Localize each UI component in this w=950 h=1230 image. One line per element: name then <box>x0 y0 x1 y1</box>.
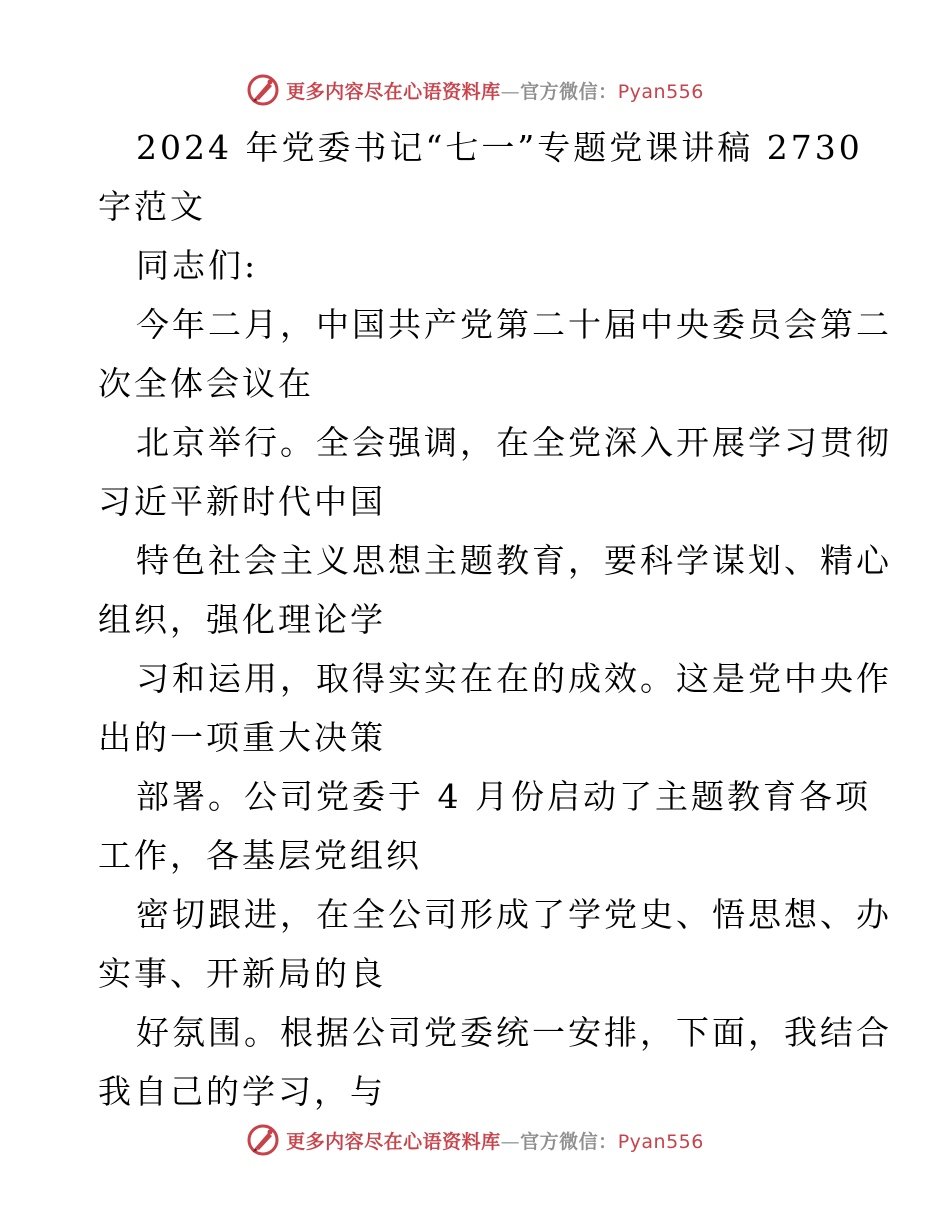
header-dash: — <box>500 80 521 103</box>
paragraph-line: 北京举行。全会强调，在全党深入开展学习贯彻 <box>136 423 892 462</box>
paragraph-line: 部署。公司党委于 4 月份启动了主题教育各项 <box>136 777 871 816</box>
document-body <box>98 118 892 1121</box>
footer-dash: — <box>500 1130 521 1153</box>
footer-lead-text: 更多内容尽在心语资料库 <box>286 1130 501 1153</box>
header-lead-text: 更多内容尽在心语资料库 <box>286 80 501 103</box>
paragraph-line: 工作，各基层党组织 <box>98 836 422 875</box>
header-banner <box>0 70 950 110</box>
paragraph-line: 好氛围。根据公司党委统一安排，下面，我结合 <box>136 1013 892 1052</box>
document-title-line-2: 字范文 <box>98 187 206 226</box>
header-wechat-id: Pyan556 <box>617 80 704 103</box>
footer-wechat-label: 官方微信： <box>520 1130 618 1153</box>
footer-wechat-id: Pyan556 <box>617 1130 704 1153</box>
footer-text <box>286 1127 704 1154</box>
paragraph-line: 次全体会议在 <box>98 364 314 403</box>
paragraph-line: 密切跟进，在全公司形成了学党史、悟思想、办 <box>136 895 892 934</box>
paragraph-line: 出的一项重大决策 <box>98 718 386 757</box>
paragraph-line: 组织，强化理论学 <box>98 600 386 639</box>
paragraph-line: 习近平新时代中国 <box>98 482 386 521</box>
paragraph-line: 今年二月，中国共产党第二十届中央委员会第二 <box>136 305 892 344</box>
footer-banner <box>0 1120 950 1160</box>
paragraph-line: 实事、开新局的良 <box>98 954 386 993</box>
salutation: 同志们: <box>136 246 259 285</box>
paragraph-line: 特色社会主义思想主题教育，要科学谋划、精心 <box>136 541 892 580</box>
paragraph-line: 我自己的学习，与 <box>98 1072 386 1111</box>
paragraph-line: 习和运用，取得实实在在的成效。这是党中央作 <box>136 659 892 698</box>
pen-circle-icon <box>246 73 280 107</box>
header-wechat-label: 官方微信： <box>520 80 618 103</box>
header-text <box>286 77 704 104</box>
pen-circle-icon <box>246 1123 280 1157</box>
document-title-line-1: 2024 年党委书记“七一”专题党课讲稿 2730 <box>136 128 863 167</box>
